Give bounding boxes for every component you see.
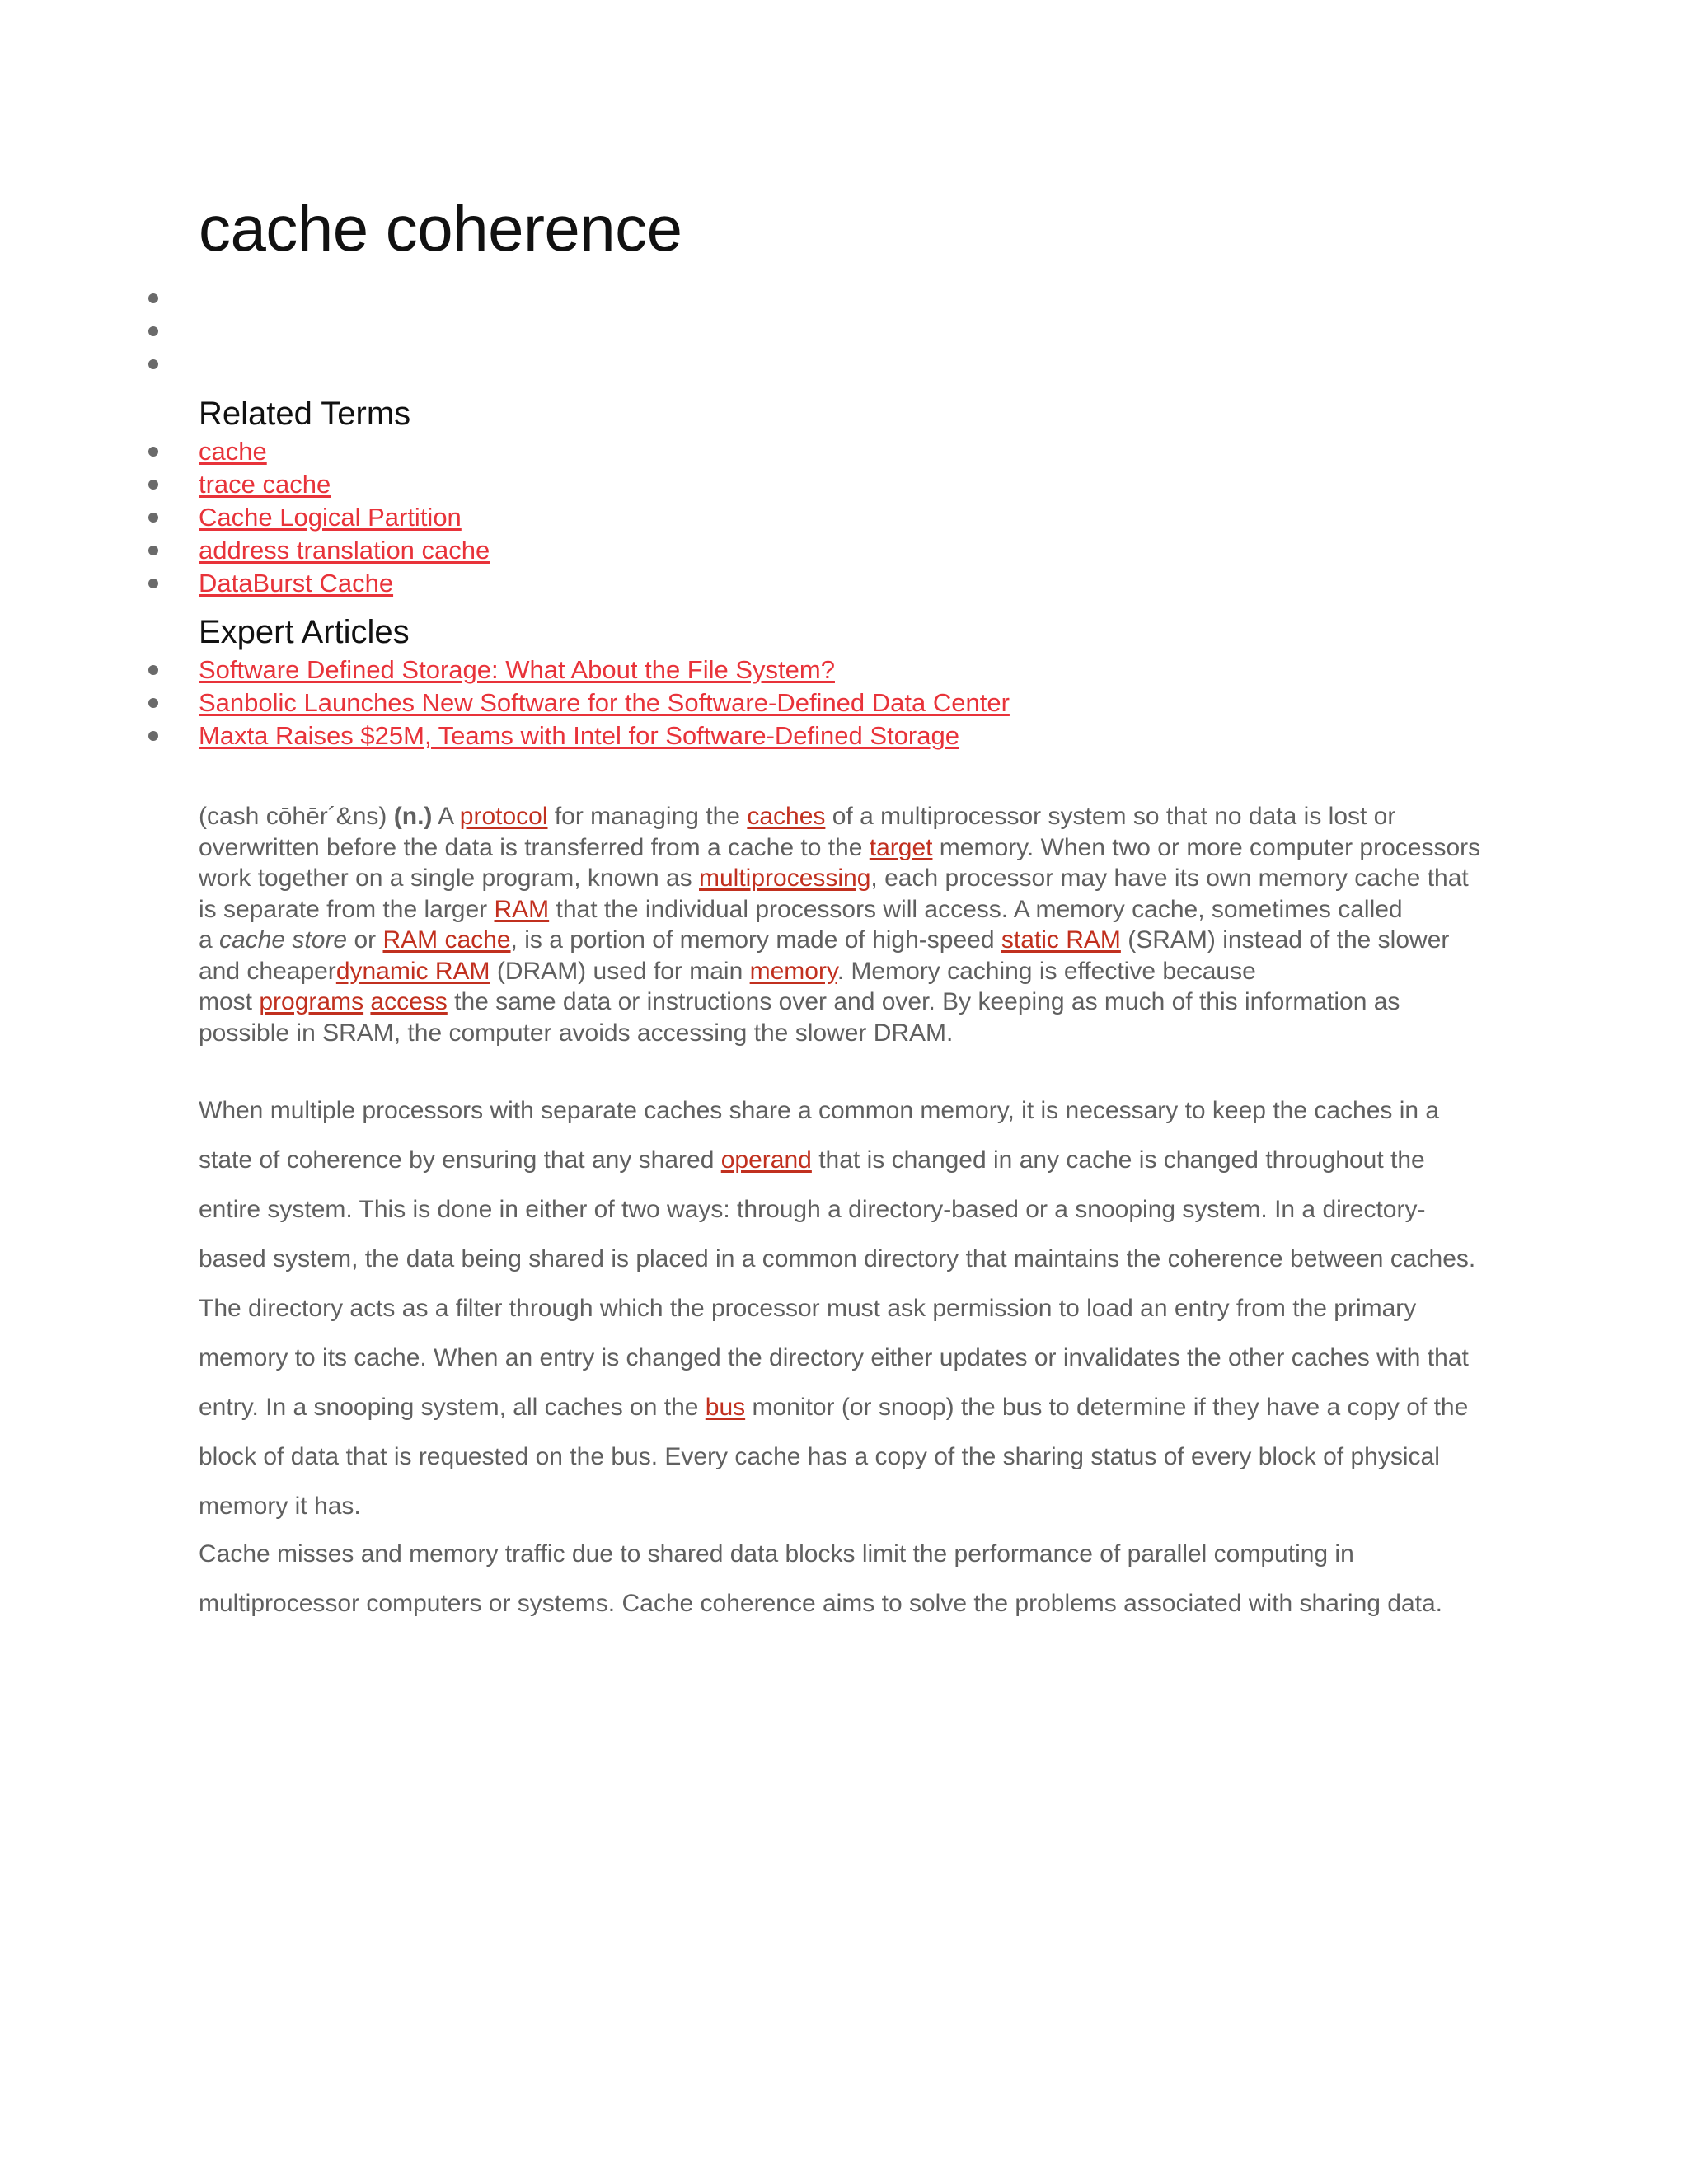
- expert-article-link[interactable]: Sanbolic Launches New Software for the Software-Defined Data Center: [199, 688, 1010, 717]
- paragraph-line: [199, 956, 1501, 987]
- bullet: [148, 480, 158, 490]
- text-run: for managing the: [547, 803, 748, 830]
- link-operand[interactable]: operand: [720, 1146, 812, 1174]
- list-item: [0, 567, 1566, 600]
- paragraph-line: [199, 1136, 1501, 1185]
- text-run: , is a portion of memory made of high-speed: [510, 926, 1001, 954]
- paragraph-line: possible in SRAM, the computer avoids accessing the slower DRAM.: [199, 1019, 954, 1047]
- expert-articles-heading: Expert Articles: [199, 614, 410, 650]
- related-term-link-databurst-cache[interactable]: DataBurst Cache: [199, 569, 394, 598]
- closing-paragraph: [199, 1530, 1501, 1629]
- list-item: [0, 687, 1566, 719]
- link-ram[interactable]: RAM: [494, 895, 550, 923]
- link-bus[interactable]: bus: [705, 1394, 746, 1421]
- list-item: [0, 534, 1566, 567]
- paragraph-line: [199, 801, 1501, 832]
- related-term-link-cache-logical-partition[interactable]: Cache Logical Partition: [199, 503, 462, 532]
- link-protocol[interactable]: protocol: [459, 803, 548, 830]
- paragraph-line: [199, 1383, 1501, 1432]
- paragraph-line: [199, 863, 1501, 894]
- page-title: cache coherence: [199, 192, 682, 265]
- bullet: [148, 731, 158, 741]
- paragraph-line: When multiple processors with separate caches share a common memory, it is necessary to keep the caches in a: [199, 1097, 1440, 1124]
- list-item: [0, 719, 1566, 752]
- related-term-link-trace-cache[interactable]: trace cache: [199, 470, 331, 499]
- expert-article-link[interactable]: Maxta Raises $25M, Teams with Intel for Software-Defined Storage: [199, 721, 959, 750]
- text-run: the same data or instructions over and over. By keeping as much of this information as: [447, 988, 1400, 1015]
- list-item: [0, 501, 1566, 534]
- expert-article-link[interactable]: Software Defined Storage: What About the File System?: [199, 655, 835, 684]
- text-run: A: [432, 803, 460, 830]
- text-run: that the individual processors will access. A memory cache, sometimes called: [549, 895, 1403, 923]
- text-run: memory. When two or more computer processors: [932, 833, 1481, 861]
- link-ram-cache[interactable]: RAM cache: [382, 926, 511, 954]
- text-run: work together on a single program, known as: [199, 865, 699, 892]
- text-run: , each processor may have its own memory cache that: [870, 865, 1469, 892]
- text-run: (DRAM) used for main: [490, 957, 750, 985]
- text-run: state of coherence by ensuring that any shared: [199, 1146, 721, 1174]
- text-run: . Memory caching is effective because: [837, 957, 1256, 985]
- text-run: most: [199, 988, 260, 1015]
- link-caches[interactable]: caches: [747, 803, 826, 830]
- bullet: [148, 546, 158, 555]
- link-target[interactable]: target: [869, 833, 933, 861]
- empty-bullet: [148, 359, 158, 369]
- text-run: that is changed in any cache is changed throughout the: [811, 1146, 1425, 1174]
- link-programs[interactable]: programs: [259, 988, 364, 1015]
- related-term-link-cache[interactable]: cache: [199, 437, 267, 466]
- text-run: of a multiprocessor system so that no data is lost or: [825, 803, 1396, 830]
- related-term-link-address-translation-cache[interactable]: address translation cache: [199, 536, 490, 565]
- paragraph-line: The directory acts as a filter through which the processor must ask permission to load an entry from the primary: [199, 1295, 1417, 1322]
- bullet: [148, 447, 158, 457]
- text-run: entry. In a snooping system, all caches on the: [199, 1394, 706, 1421]
- paragraph-line: memory it has.: [199, 1493, 361, 1520]
- paragraph-line: entire system. This is done in either of two ways: through a directory-based or a snooping system. In a directory-: [199, 1196, 1426, 1223]
- bullet: [148, 665, 158, 675]
- bullet: [148, 698, 158, 708]
- list-item: [0, 435, 1566, 468]
- paragraph-line: Cache misses and memory traffic due to shared data blocks limit the performance of parallel computing in: [199, 1540, 1354, 1568]
- text-run: a: [199, 926, 220, 954]
- pronunciation: (cash cōhēr´&ns): [199, 803, 394, 830]
- emphasis-term: cache store: [219, 926, 348, 954]
- paragraph-line: [199, 987, 1501, 1018]
- paragraph-line: block of data that is requested on the bus. Every cache has a copy of the sharing status of every block of physical: [199, 1443, 1440, 1470]
- paragraph-line: based system, the data being shared is placed in a common directory that maintains the coherence between caches.: [199, 1245, 1476, 1272]
- paragraph-line: multiprocessor computers or systems. Cache coherence aims to solve the problems associated with sharing data.: [199, 1590, 1443, 1617]
- related-terms-heading: Related Terms: [199, 396, 411, 432]
- link-access[interactable]: access: [370, 988, 448, 1015]
- paragraph-line: [199, 894, 1501, 926]
- bullet: [148, 579, 158, 588]
- paragraph-line: memory to its cache. When an entry is changed the directory either updates or invalidates the other caches with that: [199, 1344, 1469, 1371]
- text-run: or: [347, 926, 383, 954]
- part-of-speech: (n.): [393, 803, 433, 830]
- link-multiprocessing[interactable]: multiprocessing: [699, 865, 871, 892]
- list-item: [0, 468, 1566, 501]
- link-static-ram[interactable]: static RAM: [1001, 926, 1121, 954]
- link-memory[interactable]: memory: [749, 957, 837, 985]
- empty-bullet: [148, 293, 158, 303]
- paragraph-line: [199, 925, 1501, 956]
- link-dynamic-ram[interactable]: dynamic RAM: [335, 957, 490, 985]
- list-item: [0, 654, 1566, 687]
- text-run: (SRAM) instead of the slower: [1120, 926, 1450, 954]
- empty-bullet: [148, 326, 158, 336]
- text-run: and cheaper: [199, 957, 336, 985]
- coherence-paragraph: [199, 1086, 1501, 1531]
- paragraph-line: [199, 832, 1501, 864]
- definition-paragraph: [199, 801, 1501, 1048]
- text-run: monitor (or snoop) the bus to determine if they have a copy of the: [745, 1394, 1469, 1421]
- text-run: overwritten before the data is transferred from a cache to the: [199, 833, 870, 861]
- bullet: [148, 513, 158, 523]
- text-run: is separate from the larger: [199, 895, 495, 923]
